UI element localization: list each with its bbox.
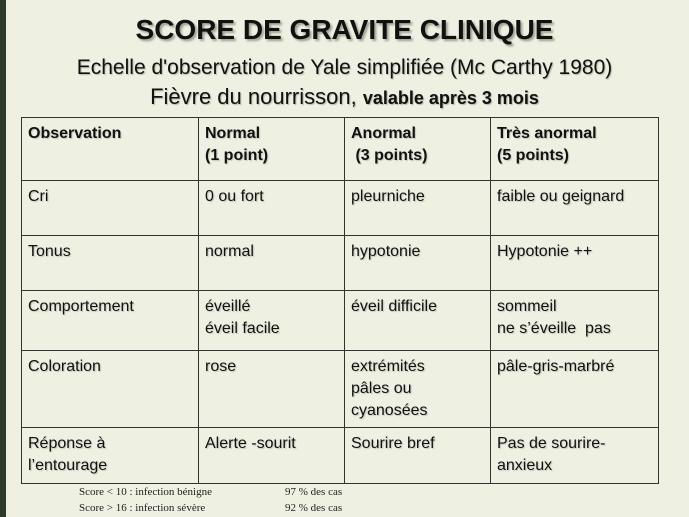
table-row [22,291,659,351]
cell-normal [199,351,345,428]
yale-score-table [21,117,659,484]
cell-text: sommeil [497,298,557,315]
slide-subtitle-2 [0,84,689,110]
cell-text: normal [205,243,254,260]
cell-text: pleurniche [351,188,425,205]
cell-normal [199,181,345,236]
slide-subtitle: Echelle d'observation de Yale simplifiée (Mc Carthy 1980) [76,56,613,79]
table-row [22,181,659,236]
cell-text: hypotonie [351,243,421,260]
cell-text: Sourire bref [351,435,435,452]
cell-observation [22,181,199,236]
cell-text: Comportement [28,298,134,315]
cell-observation [22,291,199,351]
slide-title: SCORE DE GRAVITE CLINIQUE [135,14,554,45]
cell-text: pâles ou [351,380,412,397]
cell-text: éveil difficile [351,298,437,315]
header-observation [22,118,199,181]
subtitle-2-main: Fièvre du nourrisson, [150,84,363,109]
cell-text: faible ou geignard [497,188,625,205]
table-header-row [22,118,659,181]
table-row [22,351,659,428]
header-tres-anormal [491,118,659,181]
footer-line-benign [79,486,343,498]
cell-text: Hypotonie ++ [497,243,593,260]
cell-tres-anormal [491,291,659,351]
header-points: (1 point) [205,147,269,164]
table-row [22,236,659,291]
table-row [22,428,659,484]
cell-text: 0 ou fort [205,188,264,205]
cell-text: Coloration [28,358,101,375]
cell-text: éveillé [205,298,251,315]
cell-text: anxieux [497,457,553,474]
cell-normal [199,428,345,484]
cell-normal [199,291,345,351]
header-label: Très anormal [497,125,597,142]
header-points: (5 points) [497,147,569,164]
cell-text: Cri [28,188,49,205]
subtitle-2-bold: valable après 3 mois [362,88,539,108]
cell-text: Réponse à [28,435,106,452]
cell-observation [22,428,199,484]
cell-observation [22,236,199,291]
cell-text: cyanosées [351,402,428,419]
cell-text: Alerte -sourit [205,435,296,452]
cell-text: ne s’éveille pas [497,320,611,337]
header-normal [199,118,345,181]
cell-tres-anormal [491,236,659,291]
cell-text: rose [205,358,237,375]
cell-text: Pas de sourire- [497,435,606,452]
cell-anormal [345,181,491,236]
footer-line-severe [79,502,343,514]
cell-normal [199,236,345,291]
cell-anormal [345,428,491,484]
header-label: Observation [28,125,122,142]
cell-text: éveil facile [205,320,280,337]
cell-text: extrémités [351,358,425,375]
header-anormal [345,118,491,181]
cell-tres-anormal [491,181,659,236]
cell-text: Tonus [28,243,71,260]
footer-percent: 92 % des cas [285,502,343,514]
header-label: Normal [205,125,261,142]
footer-percent: 97 % des cas [285,486,343,498]
cell-tres-anormal [491,428,659,484]
footer-label: Score < 10 : infection bénigne [79,486,212,498]
cell-observation [22,351,199,428]
cell-anormal [345,236,491,291]
footer-label: Score > 16 : infection sévère [79,502,206,514]
cell-text: pâle-gris-marbré [497,358,615,375]
header-label: Anormal [351,125,416,142]
cell-anormal [345,291,491,351]
header-points: (3 points) [351,147,428,164]
cell-tres-anormal [491,351,659,428]
cell-anormal [345,351,491,428]
cell-text: l’entourage [28,457,108,474]
